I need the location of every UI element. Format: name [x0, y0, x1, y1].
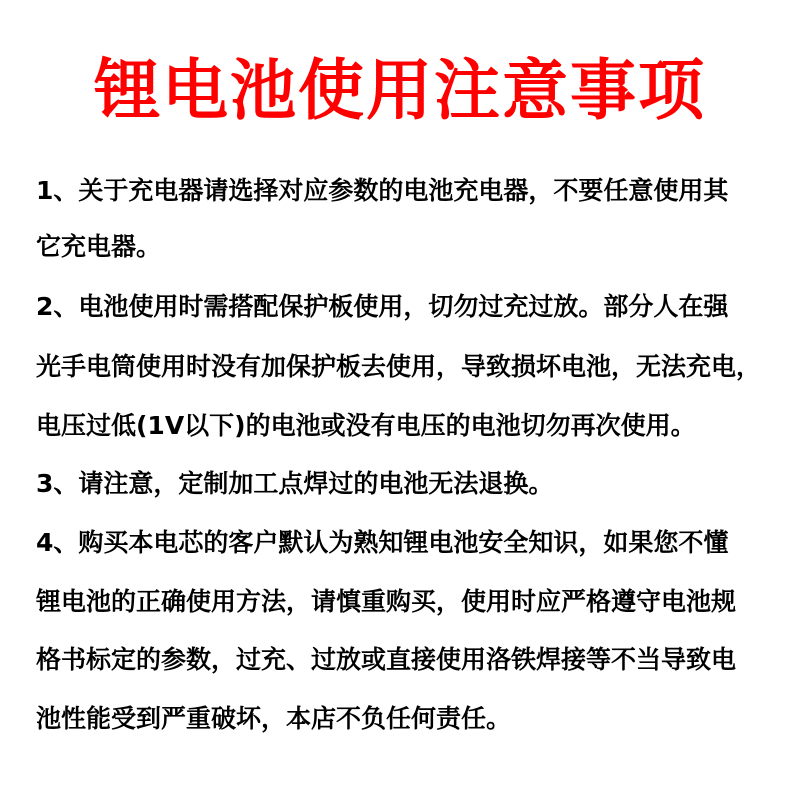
notice-line-2: 它充电器。: [36, 232, 162, 261]
notice-line-3: 2、电池使用时需搭配保护板使用，切勿过充过放。部分人在强: [36, 292, 729, 321]
page-title: 锂电池使用注意事项: [94, 52, 706, 129]
notice-line-9: 格书标定的参数，过充、过放或直接使用洛铁焊接等不当导致电: [36, 645, 737, 674]
notice-line-10: 池性能受到严重破坏，本店不负任何责任。: [36, 704, 512, 733]
notice-line-8: 锂电池的正确使用方法，请慎重购买，使用时应严格遵守电池规: [36, 587, 737, 616]
notice-line-1: 1、关于充电器请选择对应参数的电池充电器，不要任意使用其: [36, 176, 729, 205]
notice-line-4: 光手电筒使用时没有加保护板去使用，导致损坏电池，无法充电，: [36, 352, 762, 381]
notice-line-6: 3、请注意，定制加工点焊过的电池无法退换。: [36, 469, 554, 498]
notice-line-7: 4、购买本电芯的客户默认为熟知锂电池安全知识，如果您不懂: [36, 528, 729, 557]
notice-line-5: 电压过低(1V以下)的电池或没有电压的电池切勿再次使用。: [36, 411, 696, 440]
